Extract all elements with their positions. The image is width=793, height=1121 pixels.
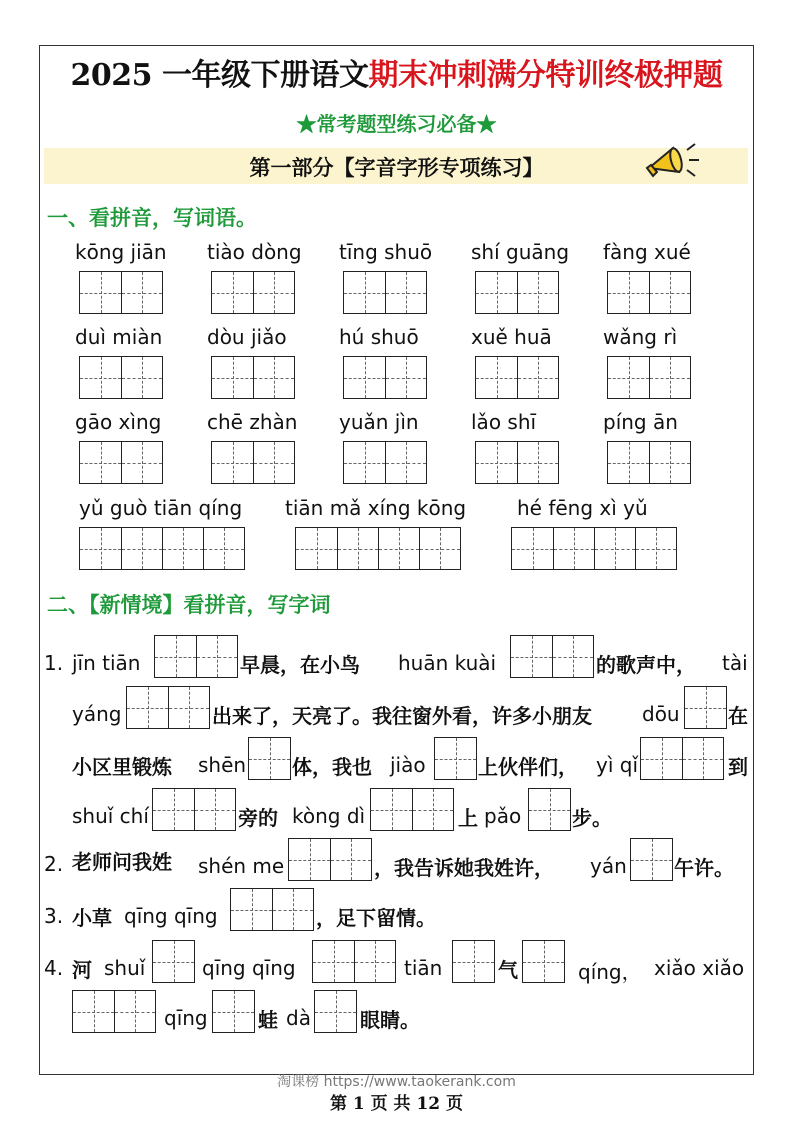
text: 早晨，在小鸟 [240,653,360,677]
q2-number: 2. [44,852,64,876]
text: ，足下留情。 [316,906,436,930]
answer-box[interactable] [607,441,691,484]
text: 上伙伴们， [478,755,578,779]
pinyin-label: lǎo shī [471,410,537,434]
text: 小草 [72,906,112,930]
text: 老师问我姓 [72,850,172,874]
text: 旁的 [238,806,278,830]
pinyin: shēn [198,753,247,777]
page-number: 第 1 页 共 12 页 [329,1094,464,1114]
answer-box[interactable] [314,990,357,1033]
pinyin: pǎo [484,804,522,828]
megaphone-icon [643,138,705,186]
pinyin: dà [286,1006,311,1030]
answer-box[interactable] [211,356,295,399]
pinyin-label: dòu jiǎo [207,325,287,349]
pinyin: kòng dì [292,804,366,828]
q3-number: 3. [44,904,64,928]
text: 的歌声中， [596,653,696,677]
answer-box[interactable] [510,635,594,678]
answer-box[interactable] [288,838,372,881]
text: 到 [728,755,748,779]
answer-box[interactable] [434,737,477,780]
answer-box[interactable] [154,635,238,678]
pinyin: xiǎo xiǎo [654,956,745,980]
text: 体，我也 [292,755,372,779]
text: 在 [728,704,748,728]
pinyin: jīn tiān [72,651,141,675]
answer-box[interactable] [475,441,559,484]
text: 午许。 [674,856,734,880]
title-highlight: 期末冲刺满分特训终极押题 [368,58,723,93]
pinyin: qíng， [578,960,642,984]
answer-box[interactable] [630,838,673,881]
pinyin: jiào [390,753,426,777]
answer-box[interactable] [72,990,156,1033]
pinyin-label: xuě huā [471,325,552,349]
title-main: 2025 一年级下册语文 [70,58,369,93]
pinyin-label: shí guāng [471,240,570,264]
pinyin-label: tiào dòng [207,240,302,264]
answer-box[interactable] [312,940,396,983]
answer-box[interactable] [79,356,163,399]
section1-heading: 一、看拼音，写词语。 [47,205,257,230]
answer-box[interactable] [211,441,295,484]
answer-box[interactable] [126,686,210,729]
pinyin: yáng [72,702,122,726]
answer-box[interactable] [607,356,691,399]
answer-box[interactable] [212,990,255,1033]
answer-box[interactable] [343,356,427,399]
answer-box[interactable] [343,271,427,314]
pinyin-label: yǔ guò tiān qíng [79,496,243,520]
pinyin: shén me [198,854,285,878]
answer-box[interactable] [152,940,195,983]
part-title: 第一部分【字音字形专项练习】 [249,155,544,180]
pinyin: yì qǐ [596,753,639,777]
pinyin: shuǐ [104,956,146,980]
answer-box[interactable] [152,788,236,831]
pinyin: dōu [642,702,680,726]
answer-box[interactable] [475,356,559,399]
text: 眼睛。 [360,1008,420,1032]
pinyin: tài [722,651,748,675]
text: 步。 [572,806,612,830]
answer-box[interactable] [248,737,291,780]
pinyin: qīng qīng [202,956,296,980]
pinyin-label: fàng xué [603,240,691,264]
pinyin: yán [590,854,627,878]
pinyin: shuǐ chí [72,804,149,828]
pinyin-label: yuǎn jìn [339,410,419,434]
answer-box[interactable] [511,527,677,570]
answer-box[interactable] [452,940,495,983]
pinyin: huān kuài [398,651,497,675]
pinyin: tiān [404,956,443,980]
pinyin-label: chē zhàn [207,410,298,434]
pinyin-label: hé fēng xì yǔ [517,496,648,520]
pinyin-label: tīng shuō [339,240,433,264]
answer-box[interactable] [343,441,427,484]
answer-box[interactable] [79,441,163,484]
page-title [0,50,793,94]
answer-box[interactable] [475,271,559,314]
text: 小区里锻炼 [72,755,172,779]
pinyin-label: píng ān [603,410,678,434]
text: 河 [72,958,92,982]
subtitle: ★常考题型练习必备★ [296,112,497,136]
answer-box[interactable] [79,527,245,570]
answer-box[interactable] [211,271,295,314]
pinyin-label: hú shuō [339,325,419,349]
answer-box[interactable] [79,271,163,314]
q4-number: 4. [44,956,64,980]
text: 蛙 [258,1008,278,1032]
pinyin-label: duì miàn [75,325,163,349]
answer-box[interactable] [528,788,571,831]
answer-box[interactable] [684,686,727,729]
pinyin-label: kōng jiān [75,240,167,264]
pinyin: qīng [164,1006,208,1030]
pinyin: qīng qīng [124,904,218,928]
answer-box[interactable] [295,527,461,570]
answer-box[interactable] [522,940,565,983]
answer-box[interactable] [230,888,314,931]
section2-heading: 二、【新情境】看拼音，写字词 [47,592,331,617]
text: ，我告诉她我姓许， [374,856,554,880]
text: 上 [458,806,478,830]
answer-box[interactable] [640,737,724,780]
answer-box[interactable] [370,788,454,831]
pinyin-label: wǎng rì [603,325,678,349]
text: 出来了，天亮了。我往窗外看，许多小朋友 [212,704,592,728]
pinyin-label: gāo xìng [75,410,162,434]
text: 气 [498,958,518,982]
q1-number: 1. [44,651,64,675]
footer-url: 淘课榜 https://www.taokerank.com [277,1074,516,1090]
pinyin-label: tiān mǎ xíng kōng [285,496,467,520]
answer-box[interactable] [607,271,691,314]
